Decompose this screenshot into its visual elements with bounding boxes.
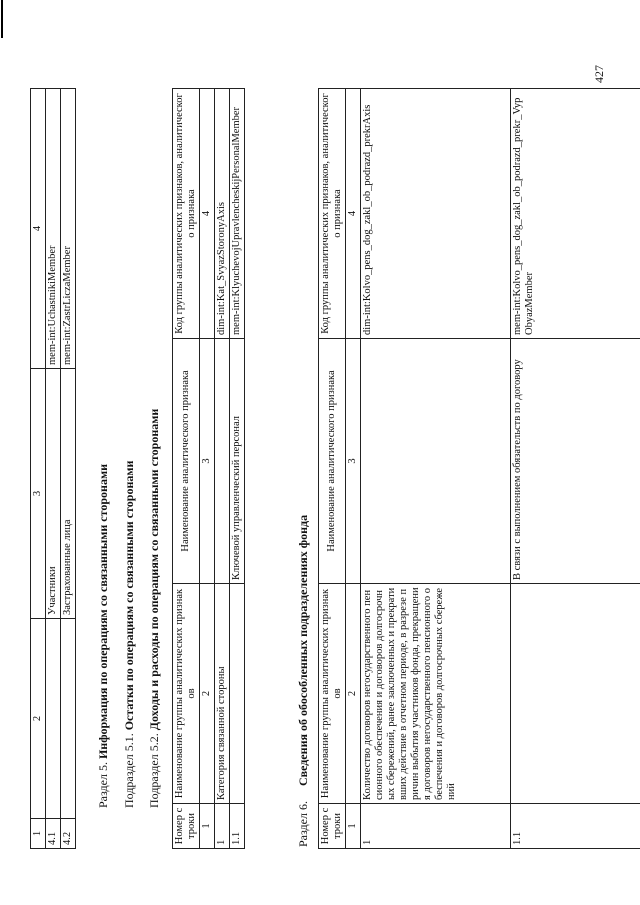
table-header-row (319, 89, 346, 849)
header-cell: 2 (31, 619, 46, 819)
group-name: Категория связанной стороны (215, 584, 230, 804)
column-number: 4 (346, 89, 361, 339)
feature-name: Участники (46, 369, 61, 619)
column-number: 2 (200, 584, 215, 804)
header-cell: 3 (31, 369, 46, 619)
row-number: 1 (361, 804, 511, 849)
feature-code: mem-int:Kolvo_pens_dog_zakl_ob_podrazd_prekr_VypObyazMember (511, 89, 640, 339)
header-feature-code: Код группы аналитических признаков, аналитического признака (319, 89, 346, 339)
header-feature-name: Наименование аналитического признака (319, 339, 346, 584)
header-cell: 1 (31, 819, 46, 849)
column-number: 2 (346, 584, 361, 804)
header-row-number: Номер строки (173, 804, 200, 849)
header-cell: 4 (31, 89, 46, 369)
table-header-row (31, 89, 46, 849)
column-number: 1 (346, 804, 361, 849)
table-row (46, 89, 61, 849)
row-number: 4.2 (61, 819, 76, 849)
feature-name (215, 339, 230, 584)
column-number: 3 (346, 339, 361, 584)
column-number: 3 (200, 339, 215, 584)
feature-name: Застрахованные лица (61, 369, 76, 619)
feature-code: mem-int:UchastnikiMember (46, 89, 61, 369)
subdivisions-table (318, 88, 640, 849)
section-5-heading: Раздел 5. Информация по операциям со связанными сторонами (96, 463, 110, 808)
group-name: Количество договоров негосударственного пенсионного обеспечения и договоров долгосрочных сбережений, ранее заключенных и прекративших действие в отчетном периоде, в разрезе причин выбытия участников фонда, прекращения договоров негосударственного пенсионного обеспечения и договоров долгосрочных сбережений (361, 584, 511, 804)
header-group-name: Наименование группы аналитических признаков (319, 584, 346, 804)
feature-name (361, 339, 511, 584)
table-row (511, 89, 640, 849)
related-party-table (172, 88, 245, 849)
column-number: 1 (200, 804, 215, 849)
section-6-heading: Раздел 6. Сведения об обособленных подразделениях фонда (296, 514, 310, 847)
members-table (30, 88, 76, 849)
row-number: 1 (215, 804, 230, 849)
table-row (61, 89, 76, 849)
feature-code: mem-int:KlyuchevojUpravlencheskijPersonalMember (230, 89, 245, 339)
group-name (230, 584, 245, 804)
group-name (46, 619, 61, 819)
table-header-row (173, 89, 200, 849)
group-name (511, 584, 640, 804)
row-number: 1.1 (511, 804, 640, 849)
subsection-5-1-heading: Подраздел 5.1. Остатки по операциям со связанными сторонами (122, 460, 136, 808)
header-group-name: Наименование группы аналитических признаков (173, 584, 200, 804)
feature-code: mem-int:ZastrLiczaMember (61, 89, 76, 369)
feature-name: В связи с выполнением обязательств по договору (511, 339, 640, 584)
page-number: 427 (592, 65, 606, 83)
header-feature-code: Код группы аналитических признаков, аналитического признака (173, 89, 200, 339)
feature-name: Ключевой управленческий персонал (230, 339, 245, 584)
feature-code: dim-int:Kat_SvyazStoronyAxis (215, 89, 230, 339)
header-feature-name: Наименование аналитического признака (173, 339, 200, 584)
row-number: 4.1 (46, 819, 61, 849)
row-number: 1.1 (230, 804, 245, 849)
feature-code: dim-int:Kolvo_pens_dog_zakl_ob_podrazd_prekrAxis (361, 89, 511, 339)
column-number: 4 (200, 89, 215, 339)
table-row (215, 89, 230, 849)
column-number-row (346, 89, 361, 849)
column-number-row (200, 89, 215, 849)
table-row (230, 89, 245, 849)
header-row-number: Номер строки (319, 804, 346, 849)
group-name (61, 619, 76, 819)
table-row (361, 89, 511, 849)
subsection-5-2-heading: Подраздел 5.2. Доходы и расходы по операциям со связанными сторонами (147, 408, 161, 808)
